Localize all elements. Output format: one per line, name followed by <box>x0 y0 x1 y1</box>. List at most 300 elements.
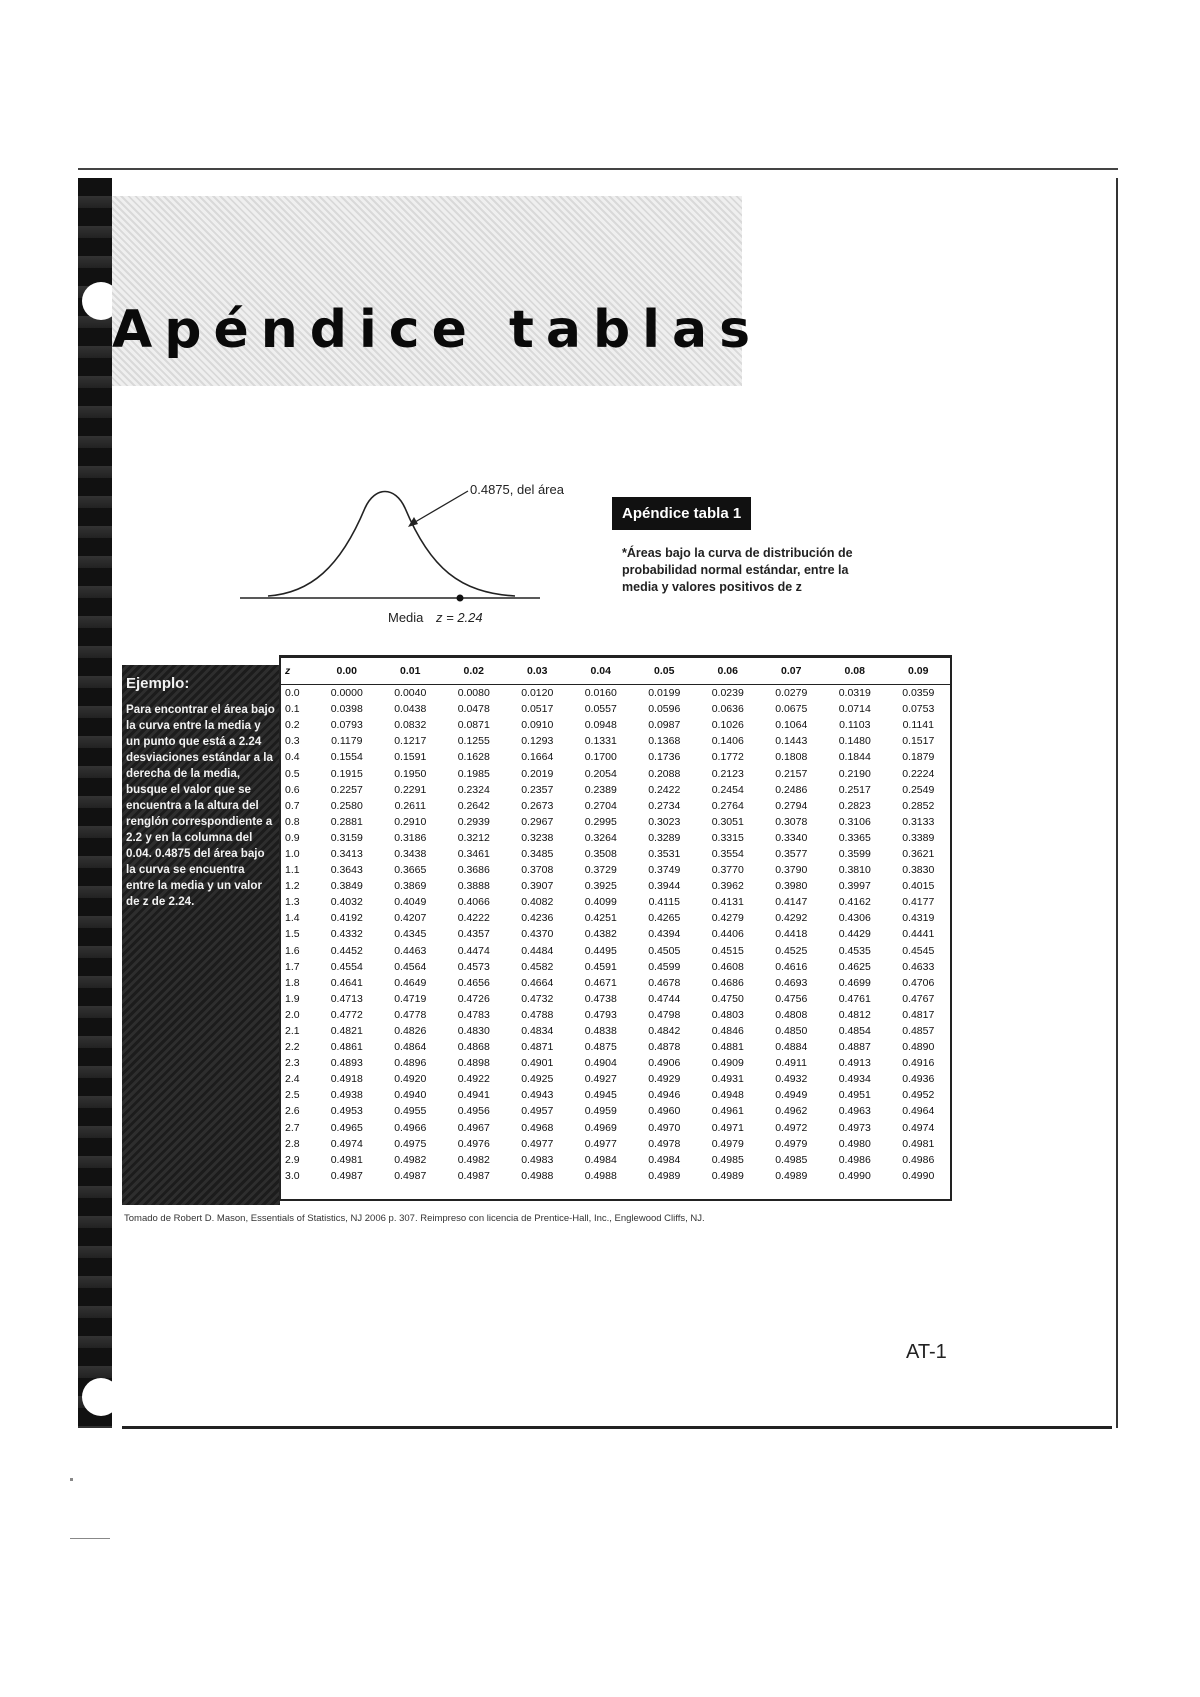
table-cell: 0.4936 <box>902 1073 935 1086</box>
table-cell: 0.4678 <box>648 976 681 989</box>
table-cell: 0.3810 <box>838 864 871 877</box>
table-cell: 0.4177 <box>902 896 935 909</box>
table-cell: 0.1064 <box>775 719 808 732</box>
column-header: 0.04 <box>569 658 633 685</box>
normal-curve-figure <box>240 478 580 638</box>
table-cell: 0.0793 <box>330 719 363 732</box>
table-cell: 0.1664 <box>521 751 554 764</box>
table-cell: 0.3289 <box>648 831 681 844</box>
table-cell: 0.4616 <box>775 960 808 973</box>
table-cell: 0.3577 <box>775 847 808 860</box>
table-cell: 0.3770 <box>711 864 744 877</box>
table-cell: 0.4131 <box>711 896 744 909</box>
table-cell: 0.4946 <box>648 1089 681 1102</box>
table-cell: 0.4357 <box>457 928 490 941</box>
table-cell: 0.3264 <box>584 831 617 844</box>
table-cell: 0.1808 <box>775 751 808 764</box>
table-cell: 0.4989 <box>775 1169 808 1182</box>
table-cell: 0.4875 <box>584 1041 617 1054</box>
table-cell: 0.4292 <box>775 912 808 925</box>
table-row <box>281 717 950 733</box>
table-cell: 0.0596 <box>648 703 681 716</box>
table-cell: 0.4838 <box>584 1025 617 1038</box>
table-row <box>281 798 950 814</box>
table-cell: 0.4474 <box>457 944 490 957</box>
column-header: 0.02 <box>442 658 506 685</box>
table-cell: 0.4591 <box>584 960 617 973</box>
example-sidebar <box>122 665 280 1205</box>
page-border-right <box>1116 178 1118 1428</box>
table-cell: 0.4966 <box>394 1121 427 1134</box>
table-cell: 0.4418 <box>775 928 808 941</box>
table-cell: 0.4821 <box>330 1025 363 1038</box>
table-cell: 0.2704 <box>584 799 617 812</box>
page-border-top <box>78 168 1118 170</box>
table-cell: 0.4808 <box>775 1008 808 1021</box>
table-cell: 0.2580 <box>330 799 363 812</box>
table-cell: 0.4979 <box>775 1137 808 1150</box>
table-cell: 0.4976 <box>457 1137 490 1150</box>
table-cell: 0.0478 <box>457 703 490 716</box>
table-cell: 0.3790 <box>775 864 808 877</box>
table-cell: 0.4306 <box>838 912 871 925</box>
table-cell: 0.4979 <box>711 1137 744 1150</box>
table-row <box>281 1136 950 1152</box>
z-table-body <box>281 685 950 1184</box>
table-cell: 0.4812 <box>838 1008 871 1021</box>
z-value-cell: 1.8 <box>285 976 300 989</box>
table-cell: 0.3389 <box>902 831 935 844</box>
table-row <box>281 1120 950 1136</box>
table-cell: 0.4582 <box>521 960 554 973</box>
table-cell: 0.1368 <box>648 735 681 748</box>
table-cell: 0.2088 <box>648 767 681 780</box>
table-cell: 0.4394 <box>648 928 681 941</box>
z-value-cell: 0.9 <box>285 831 300 844</box>
table-cell: 0.4929 <box>648 1073 681 1086</box>
table-cell: 0.3729 <box>584 864 617 877</box>
table-cell: 0.4726 <box>457 992 490 1005</box>
table-cell: 0.4750 <box>711 992 744 1005</box>
table-cell: 0.4980 <box>838 1137 871 1150</box>
table-cell: 0.4985 <box>711 1153 744 1166</box>
table-cell: 0.4898 <box>457 1057 490 1070</box>
table-cell: 0.4985 <box>775 1153 808 1166</box>
table-cell: 0.4951 <box>838 1089 871 1102</box>
z-value-cell: 2.0 <box>285 1008 300 1021</box>
table-cell: 0.1217 <box>394 735 427 748</box>
table-cell: 0.4049 <box>394 896 427 909</box>
z-value-cell: 1.4 <box>285 912 300 925</box>
table-cell: 0.2910 <box>394 815 427 828</box>
table-cell: 0.4265 <box>648 912 681 925</box>
table-cell: 0.4969 <box>584 1121 617 1134</box>
table-cell: 0.0199 <box>648 687 681 700</box>
z-value-cell: 2.1 <box>285 1025 300 1038</box>
table-cell: 0.4484 <box>521 944 554 957</box>
table-cell: 0.4573 <box>457 960 490 973</box>
table-cell: 0.4846 <box>711 1025 744 1038</box>
table-cell: 0.2224 <box>902 767 935 780</box>
table-cell: 0.4015 <box>902 880 935 893</box>
table-cell: 0.0319 <box>838 687 871 700</box>
z-value-cell: 0.3 <box>285 735 300 748</box>
table-cell: 0.4952 <box>902 1089 935 1102</box>
column-header: 0.05 <box>633 658 697 685</box>
table-cell: 0.4986 <box>838 1153 871 1166</box>
table-cell: 0.4032 <box>330 896 363 909</box>
table-row <box>281 846 950 862</box>
table-cell: 0.4850 <box>775 1025 808 1038</box>
table-cell: 0.4599 <box>648 960 681 973</box>
table-cell: 0.4406 <box>711 928 744 941</box>
table-cell: 0.4864 <box>394 1041 427 1054</box>
table-cell: 0.2291 <box>394 783 427 796</box>
table-cell: 0.4319 <box>902 912 935 925</box>
table-cell: 0.1879 <box>902 751 935 764</box>
table-cell: 0.4222 <box>457 912 490 925</box>
table-cell: 0.4641 <box>330 976 363 989</box>
table-cell: 0.4345 <box>394 928 427 941</box>
table-cell: 0.1628 <box>457 751 490 764</box>
table-cell: 0.4535 <box>838 944 871 957</box>
table-cell: 0.0517 <box>521 703 554 716</box>
table-row <box>281 1087 950 1103</box>
table-cell: 0.4989 <box>648 1169 681 1182</box>
table-cell: 0.4830 <box>457 1025 490 1038</box>
table-description: *Áreas bajo la curva de distribución de probabilidad normal estándar, entre la media y valores positivos de z <box>622 546 853 594</box>
table-cell: 0.4633 <box>902 960 935 973</box>
table-cell: 0.4236 <box>521 912 554 925</box>
table-cell: 0.3849 <box>330 880 363 893</box>
table-cell: 0.4370 <box>521 928 554 941</box>
column-header: 0.09 <box>887 658 951 685</box>
table-cell: 0.4959 <box>584 1105 617 1118</box>
table-row <box>281 943 950 959</box>
binding-strip <box>78 178 112 1428</box>
table-cell: 0.4932 <box>775 1073 808 1086</box>
z-value-cell: 0.1 <box>285 703 300 716</box>
punch-hole <box>82 1378 120 1416</box>
table-cell: 0.4964 <box>902 1105 935 1118</box>
table-cell: 0.4927 <box>584 1073 617 1086</box>
table-cell: 0.4949 <box>775 1089 808 1102</box>
example-text: Para encontrar el área bajo la curva entre la media y un punto que está a 2.24 desviaciones estándar a la derecha de la media, busque el valor que se encuentra a la altura del renglón correspondiente a 2.2 y en la columna del 0.04. 0.4875 del área bajo la curva se encuentra entre la media y un valor de z de 2.24. <box>126 703 275 908</box>
table-cell: 0.2611 <box>394 799 426 812</box>
table-cell: 0.2123 <box>711 767 744 780</box>
table-cell: 0.2454 <box>711 783 744 796</box>
table-cell: 0.4906 <box>648 1057 681 1070</box>
table-cell: 0.4738 <box>584 992 617 1005</box>
table-cell: 0.0753 <box>902 703 935 716</box>
table-cell: 0.0871 <box>457 719 490 732</box>
table-cell: 0.4983 <box>521 1153 554 1166</box>
table-cell: 0.4332 <box>330 928 363 941</box>
table-cell: 0.3599 <box>838 847 871 860</box>
table-cell: 0.4918 <box>330 1073 363 1086</box>
table-cell: 0.4251 <box>584 912 617 925</box>
table-cell: 0.2764 <box>711 799 744 812</box>
table-cell: 0.1293 <box>521 735 554 748</box>
table-cell: 0.4884 <box>775 1041 808 1054</box>
table-row <box>281 1103 950 1119</box>
table-cell: 0.4941 <box>457 1089 490 1102</box>
table-cell: 0.4955 <box>394 1105 427 1118</box>
z-value-cell: 1.9 <box>285 992 300 1005</box>
table-cell: 0.4554 <box>330 960 363 973</box>
column-header: 0.00 <box>315 658 379 685</box>
table-cell: 0.3485 <box>521 847 554 860</box>
table-cell: 0.0438 <box>394 703 427 716</box>
table-cell: 0.1517 <box>902 735 935 748</box>
table-cell: 0.4861 <box>330 1041 363 1054</box>
table-cell: 0.4945 <box>584 1089 617 1102</box>
table-cell: 0.4989 <box>711 1169 744 1182</box>
table-cell: 0.3997 <box>838 880 871 893</box>
z-column-header: z <box>281 658 315 685</box>
table-cell: 0.3531 <box>648 847 681 860</box>
table-cell: 0.4911 <box>775 1057 807 1070</box>
column-header: 0.07 <box>760 658 824 685</box>
table-cell: 0.4920 <box>394 1073 427 1086</box>
table-row <box>281 991 950 1007</box>
table-cell: 0.4693 <box>775 976 808 989</box>
z-table-box <box>279 655 952 1201</box>
table-cell: 0.4961 <box>711 1105 744 1118</box>
table-cell: 0.4463 <box>394 944 427 957</box>
table-cell: 0.2389 <box>584 783 617 796</box>
table-row <box>281 959 950 975</box>
table-cell: 0.4099 <box>584 896 617 909</box>
table-cell: 0.3133 <box>902 815 935 828</box>
table-cell: 0.4625 <box>838 960 871 973</box>
example-title: Ejemplo: <box>126 675 190 692</box>
table-cell: 0.1103 <box>839 719 871 732</box>
table-cell: 0.4713 <box>330 992 363 1005</box>
table-cell: 0.3749 <box>648 864 681 877</box>
table-cell: 0.3686 <box>457 864 490 877</box>
table-cell: 0.4971 <box>711 1121 744 1134</box>
table-cell: 0.4904 <box>584 1057 617 1070</box>
table-cell: 0.0000 <box>330 687 363 700</box>
table-cell: 0.2734 <box>648 799 681 812</box>
table-cell: 0.1026 <box>711 719 744 732</box>
table-cell: 0.4803 <box>711 1008 744 1021</box>
table-cell: 0.3238 <box>521 831 554 844</box>
table-cell: 0.4842 <box>648 1025 681 1038</box>
table-cell: 0.4162 <box>838 896 871 909</box>
table-cell: 0.4963 <box>838 1105 871 1118</box>
table-cell: 0.4977 <box>521 1137 554 1150</box>
table-cell: 0.4147 <box>775 896 808 909</box>
table-cell: 0.1772 <box>711 751 744 764</box>
z-value-cell: 2.3 <box>285 1057 300 1070</box>
table-cell: 0.4978 <box>648 1137 681 1150</box>
table-cell: 0.0675 <box>775 703 808 716</box>
table-cell: 0.4756 <box>775 992 808 1005</box>
table-row <box>281 894 950 910</box>
table-cell: 0.4857 <box>902 1025 935 1038</box>
table-cell: 0.4957 <box>521 1105 554 1118</box>
table-cell: 0.4990 <box>902 1169 935 1182</box>
table-cell: 0.1985 <box>457 767 490 780</box>
table-cell: 0.1700 <box>584 751 617 764</box>
table-cell: 0.0239 <box>711 687 744 700</box>
table-cell: 0.3944 <box>648 880 681 893</box>
table-row <box>281 685 950 702</box>
page-number: AT-1 <box>906 1341 947 1363</box>
table-cell: 0.3461 <box>457 847 490 860</box>
z-value-cell: 1.5 <box>285 928 300 941</box>
table-cell: 0.1591 <box>394 751 427 764</box>
z-value-cell: 2.6 <box>285 1105 300 1118</box>
table-cell: 0.4925 <box>521 1073 554 1086</box>
z-value-cell: 2.8 <box>285 1137 300 1150</box>
table-cell: 0.4909 <box>711 1057 744 1070</box>
table-cell: 0.4984 <box>648 1153 681 1166</box>
table-cell: 0.4956 <box>457 1105 490 1118</box>
table-cell: 0.4429 <box>838 928 871 941</box>
table-cell: 0.4066 <box>457 896 490 909</box>
table-tag: Apéndice tabla 1 <box>612 497 751 530</box>
table-cell: 0.4778 <box>394 1008 427 1021</box>
table-cell: 0.4686 <box>711 976 744 989</box>
table-cell: 0.2673 <box>521 799 554 812</box>
table-cell: 0.4984 <box>584 1153 617 1166</box>
table-cell: 0.4953 <box>330 1105 363 1118</box>
z-value-cell: 0.0 <box>285 687 300 700</box>
table-cell: 0.0359 <box>902 687 935 700</box>
table-cell: 0.1950 <box>394 767 427 780</box>
table-cell: 0.4783 <box>457 1008 490 1021</box>
scan-line <box>70 1538 110 1539</box>
table-cell: 0.4975 <box>394 1137 427 1150</box>
table-cell: 0.4974 <box>902 1121 935 1134</box>
table-cell: 0.4981 <box>902 1137 935 1150</box>
table-cell: 0.4972 <box>775 1121 808 1134</box>
table-cell: 0.4990 <box>838 1169 871 1182</box>
table-row <box>281 910 950 926</box>
scan-speck <box>70 1478 73 1481</box>
table-cell: 0.0987 <box>648 719 681 732</box>
table-cell: 0.4967 <box>457 1121 490 1134</box>
table-row <box>281 830 950 846</box>
table-row <box>281 975 950 991</box>
z-value-cell: 0.7 <box>285 799 300 812</box>
table-cell: 0.4982 <box>394 1153 427 1166</box>
z-point-marker <box>457 595 464 602</box>
z-value-cell: 0.2 <box>285 719 300 732</box>
table-cell: 0.4525 <box>775 944 808 957</box>
table-cell: 0.3962 <box>711 880 744 893</box>
table-cell: 0.2823 <box>838 799 871 812</box>
table-cell: 0.4943 <box>521 1089 554 1102</box>
table-cell: 0.4671 <box>584 976 617 989</box>
table-cell: 0.4505 <box>648 944 681 957</box>
table-cell: 0.1331 <box>584 735 617 748</box>
table-cell: 0.3186 <box>394 831 427 844</box>
table-cell: 0.0040 <box>394 687 427 700</box>
table-cell: 0.1554 <box>330 751 363 764</box>
table-row <box>281 1023 950 1039</box>
table-cell: 0.4719 <box>394 992 427 1005</box>
table-cell: 0.4901 <box>521 1057 554 1070</box>
table-cell: 0.4988 <box>584 1169 617 1182</box>
table-cell: 0.2486 <box>775 783 808 796</box>
table-row <box>281 733 950 749</box>
table-cell: 0.2190 <box>838 767 871 780</box>
table-cell: 0.3888 <box>457 880 490 893</box>
table-cell: 0.4793 <box>584 1008 617 1021</box>
table-cell: 0.2054 <box>584 767 617 780</box>
table-cell: 0.4871 <box>521 1041 554 1054</box>
table-cell: 0.3365 <box>838 831 871 844</box>
table-cell: 0.3665 <box>394 864 427 877</box>
z-value-cell: 1.3 <box>285 896 300 909</box>
area-label: 0.4875, del área <box>470 482 564 497</box>
table-cell: 0.4987 <box>330 1169 363 1182</box>
z-table-header-row <box>281 658 950 685</box>
table-cell: 0.4834 <box>521 1025 554 1038</box>
table-cell: 0.4817 <box>902 1008 935 1021</box>
table-cell: 0.4931 <box>711 1073 744 1086</box>
column-header: 0.01 <box>379 658 443 685</box>
table-cell: 0.0120 <box>521 687 554 700</box>
table-cell: 0.2422 <box>648 783 681 796</box>
table-cell: 0.4881 <box>711 1041 744 1054</box>
table-cell: 0.1141 <box>902 719 934 732</box>
column-header: 0.08 <box>823 658 887 685</box>
z-value-cell: 0.8 <box>285 815 300 828</box>
table-row <box>281 1168 950 1184</box>
z-value-cell: 2.5 <box>285 1089 300 1102</box>
table-cell: 0.3925 <box>584 880 617 893</box>
table-cell: 0.4887 <box>838 1041 871 1054</box>
table-cell: 0.3554 <box>711 847 744 860</box>
table-row <box>281 701 950 717</box>
table-cell: 0.0948 <box>584 719 617 732</box>
table-cell: 0.4973 <box>838 1121 871 1134</box>
table-cell: 0.2852 <box>902 799 935 812</box>
table-row <box>281 1055 950 1071</box>
table-cell: 0.4744 <box>648 992 681 1005</box>
table-cell: 0.2794 <box>775 799 808 812</box>
table-cell: 0.4934 <box>838 1073 871 1086</box>
table-cell: 0.4960 <box>648 1105 681 1118</box>
table-cell: 0.0160 <box>584 687 617 700</box>
table-cell: 0.4854 <box>838 1025 871 1038</box>
table-cell: 0.4608 <box>711 960 744 973</box>
table-cell: 0.4767 <box>902 992 935 1005</box>
table-cell: 0.0832 <box>394 719 427 732</box>
table-cell: 0.1443 <box>775 735 808 748</box>
table-cell: 0.4441 <box>902 928 935 941</box>
table-row <box>281 1152 950 1168</box>
table-cell: 0.4699 <box>838 976 871 989</box>
table-cell: 0.4893 <box>330 1057 363 1070</box>
table-cell: 0.3340 <box>775 831 808 844</box>
z-value-cell: 0.6 <box>285 783 300 796</box>
table-row <box>281 1007 950 1023</box>
table-cell: 0.1255 <box>457 735 490 748</box>
table-cell: 0.4545 <box>902 944 935 957</box>
table-cell: 0.4922 <box>457 1073 490 1086</box>
column-header: 0.03 <box>506 658 570 685</box>
table-row <box>281 1071 950 1087</box>
table-row <box>281 749 950 765</box>
source-note: Tomado de Robert D. Mason, Essentials of Statistics, NJ 2006 p. 307. Reimpreso con licencia de Prentice-Hall, Inc., Englewood Cliffs, NJ. <box>124 1213 705 1224</box>
table-cell: 0.0398 <box>330 703 363 716</box>
